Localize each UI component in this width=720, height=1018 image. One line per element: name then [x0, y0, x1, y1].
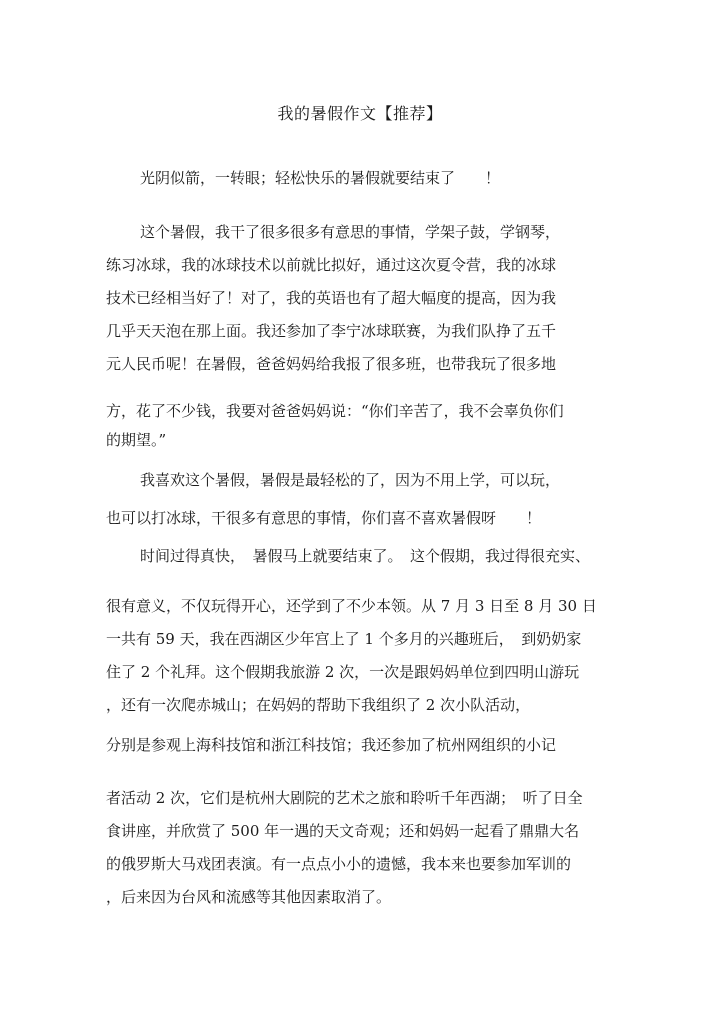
text-line: 我喜欢这个暑假，暑假是最轻松的了，因为不用上学，可以玩，	[140, 471, 561, 489]
text-line: 的期望。”	[106, 431, 167, 449]
text-line: 时间过得真快， 暑假马上就要结束了。 这个假期，我过得很充实、	[140, 547, 591, 565]
text-line: 一共有 59 天，我在西湖区少年宫上了 1 个多月的兴趣班后， 到奶奶家	[106, 630, 582, 648]
document-title: 我的暑假作文【推荐】	[277, 104, 443, 123]
text-line: 很有意义，不仅玩得开心，还学到了不少本领。从 7 月 3 日至 8 月 30 日	[106, 597, 597, 615]
text-line: 也可以打冰球，干很多有意思的事情，你们喜不喜欢暑假呀 ！	[106, 509, 542, 527]
text-line: 练习冰球，我的冰球技术以前就比拟好，通过这次夏令营，我的冰球	[106, 256, 557, 274]
text-line: 几乎天天泡在那上面。我还参加了李宁冰球联赛，为我们队挣了五千	[106, 322, 557, 340]
text-line: 食讲座，并欣赏了 500 年一遇的天文奇观；还和妈妈一起看了鼎鼎大名	[106, 822, 580, 840]
text-line: 分别是参观上海科技馆和浙江科技馆；我还参加了杭州网组织的小记	[106, 736, 557, 754]
text-line: ，还有一次爬赤城山；在妈妈的帮助下我组织了 2 次小队活动，	[106, 696, 531, 714]
text-line: 这个暑假，我干了很多很多有意思的事情，学架子鼓，学钢琴，	[140, 223, 561, 241]
text-line: 者活动 2 次，它们是杭州大剧院的艺术之旅和聆听千年西湖； 听了日全	[106, 789, 583, 807]
text-line: ，后来因为台风和流感等其他因素取消了。	[106, 888, 392, 906]
text-line: 光阴似箭，一转眼；轻松快乐的暑假就要结束了 ！	[140, 169, 501, 187]
text-line: 住了 2 个礼拜。这个假期我旅游 2 次，一次是跟妈妈单位到四明山游玩	[106, 663, 580, 681]
text-line: 的俄罗斯大马戏团表演。有一点点小小的遗憾，我本来也要参加军训的	[106, 855, 572, 873]
text-line: 方，花了不少钱，我要对爸爸妈妈说：“你们辛苦了，我不会辜负你们	[106, 402, 564, 420]
text-line: 元人民币呢！在暑假，爸爸妈妈给我报了很多班，也带我玩了很多地	[106, 355, 557, 373]
text-line: 技术已经相当好了！对了，我的英语也有了超大幅度的提高，因为我	[106, 289, 557, 307]
